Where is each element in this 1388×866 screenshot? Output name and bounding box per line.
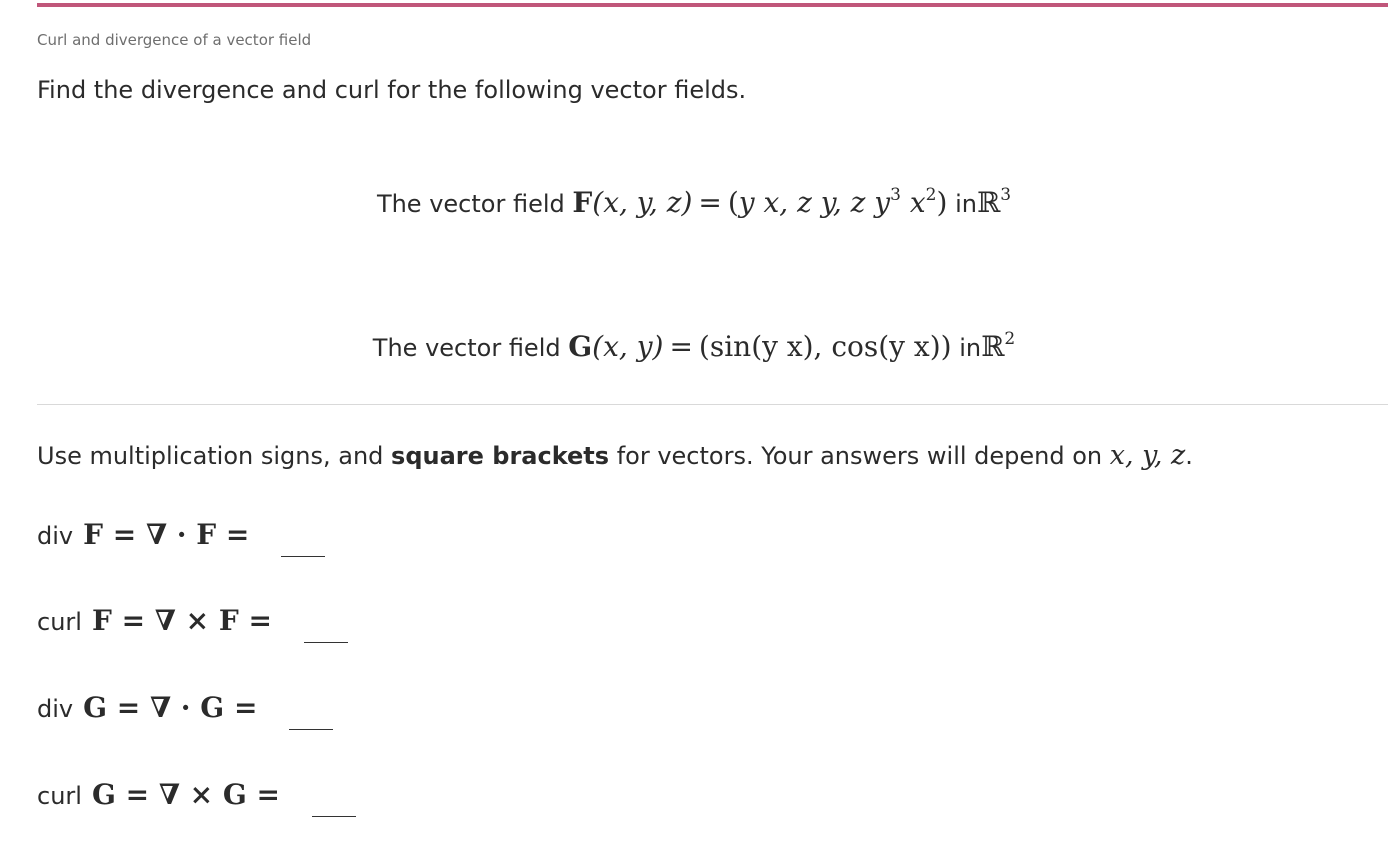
instructions-end: .: [1185, 442, 1193, 470]
field-f-name: F: [572, 186, 593, 219]
answer-curl-g-input[interactable]: [312, 815, 356, 817]
instructions-variables: x, y, z: [1109, 440, 1186, 471]
question-div-g-prefix: div: [37, 695, 74, 723]
question-curl-f-expression: F = ∇ × F =: [91, 604, 272, 637]
field-g-equals: =: [669, 330, 693, 363]
answer-div-g-input[interactable]: [289, 728, 333, 730]
question-intro: Find the divergence and curl for the following vector fields.: [37, 76, 747, 104]
accent-rule: [37, 3, 1388, 7]
answer-div-f-input[interactable]: [281, 555, 325, 557]
field-g-body: (sin(y x), cos(y x)): [698, 330, 952, 363]
field-g-space-symbol: ℝ: [981, 330, 1005, 363]
question-curl-g-expression: G = ∇ × G =: [91, 778, 280, 811]
field-f-prefix: The vector field: [376, 190, 565, 218]
field-g-in: in: [959, 334, 982, 362]
field-g-args: (x, y): [592, 330, 664, 363]
vector-field-f-statement: [0, 186, 1388, 219]
breadcrumb: Curl and divergence of a vector field: [37, 31, 312, 49]
question-div-f-prefix: div: [37, 522, 74, 550]
field-f-dimension: 3: [1000, 185, 1012, 205]
field-f-component-2: x: [900, 186, 926, 219]
question-div-f-expression: F = ∇ · F =: [83, 518, 250, 551]
field-g-prefix: The vector field: [372, 334, 561, 362]
field-f-formula: [572, 186, 947, 219]
question-div-g: [37, 691, 333, 724]
field-f-component-1: y x, z y, z y: [738, 186, 891, 219]
field-g-space: [981, 330, 1015, 363]
question-div-f: [37, 518, 325, 551]
instructions-part-2: for vectors. Your answers will depend on: [616, 442, 1103, 470]
answer-curl-f-input[interactable]: [304, 641, 348, 643]
field-g-name: G: [568, 330, 593, 363]
field-f-open: (: [727, 186, 739, 219]
field-f-args: (x, y, z): [592, 186, 693, 219]
question-curl-g: [37, 778, 356, 811]
vector-field-g-statement: [0, 330, 1388, 363]
answer-instructions: [37, 440, 1193, 471]
question-div-g-expression: G = ∇ · G =: [83, 691, 258, 724]
field-f-space-symbol: ℝ: [976, 186, 1001, 219]
field-g-formula: [568, 330, 951, 363]
question-curl-f: [37, 604, 348, 637]
section-divider: [37, 404, 1388, 405]
field-g-dimension: 2: [1004, 329, 1016, 349]
field-f-close: ): [936, 186, 948, 219]
field-f-space: [977, 186, 1011, 219]
question-curl-f-prefix: curl: [37, 608, 82, 636]
field-f-equals: =: [698, 186, 722, 219]
field-f-exponent-1: 3: [890, 185, 901, 205]
field-f-exponent-2: 2: [925, 185, 937, 205]
instructions-bold: square brackets: [391, 442, 610, 470]
instructions-part-1: Use multiplication signs, and: [37, 442, 384, 470]
field-f-in: in: [955, 190, 977, 218]
question-curl-g-prefix: curl: [37, 782, 82, 810]
